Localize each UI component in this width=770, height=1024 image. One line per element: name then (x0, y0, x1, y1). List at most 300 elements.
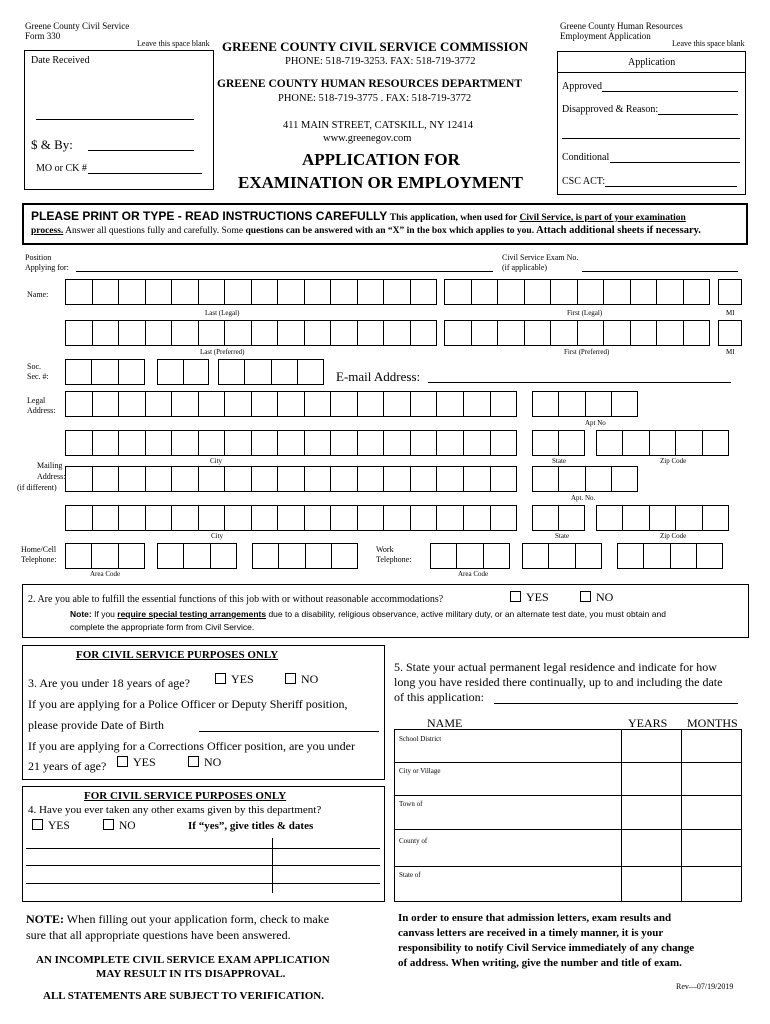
char-cell[interactable] (384, 506, 411, 530)
char-cell[interactable] (472, 280, 499, 304)
char-cell[interactable] (533, 506, 559, 530)
home-line-grid[interactable] (252, 543, 358, 569)
work-phone-label-2: Telephone: (376, 555, 412, 564)
char-cell[interactable] (305, 431, 332, 455)
char-cell[interactable] (703, 506, 729, 530)
q4-line-1: 4. Have you ever taken any other exams given by this department? (28, 804, 322, 816)
char-cell[interactable] (411, 506, 438, 530)
char-cell[interactable] (225, 431, 252, 455)
char-cell[interactable] (491, 431, 518, 455)
mailing-label-3: (if different) (17, 483, 57, 492)
work-phone-label-1: Work (376, 545, 394, 554)
char-cell[interactable] (279, 544, 305, 568)
char-cell[interactable] (93, 431, 120, 455)
char-cell[interactable] (298, 360, 324, 384)
work-area-code-label: Area Code (458, 570, 489, 578)
char-cell[interactable] (252, 321, 279, 345)
date-of-birth-line[interactable] (199, 731, 379, 732)
char-cell[interactable] (252, 431, 279, 455)
ssn-grid-2[interactable] (157, 359, 209, 385)
char-cell[interactable] (650, 431, 676, 455)
char-cell[interactable] (464, 392, 491, 416)
char-cell[interactable] (93, 467, 120, 491)
char-cell[interactable] (66, 431, 93, 455)
q2-text: 2. Are you able to fulfill the essential functions of this job with or without reasonable accommodations? (28, 594, 444, 605)
q2-no-checkbox[interactable] (580, 591, 591, 602)
mi-legal-box[interactable] (718, 279, 742, 305)
footer-note-label: NOTE: (26, 912, 65, 926)
char-cell[interactable] (703, 431, 729, 455)
mo-ck-line[interactable] (88, 173, 202, 174)
char-cell[interactable] (576, 544, 602, 568)
char-cell[interactable] (464, 431, 491, 455)
char-cell[interactable] (146, 431, 173, 455)
char-cell[interactable] (92, 544, 118, 568)
char-cell[interactable] (146, 392, 173, 416)
char-cell[interactable] (92, 360, 118, 384)
char-cell[interactable] (305, 321, 332, 345)
legal-address-label-2: Address: (27, 406, 56, 415)
leave-blank-right: Leave this space blank (672, 39, 745, 48)
q3-line-4: If you are applying for a Corrections Officer position, are you under (28, 739, 356, 753)
char-cell[interactable] (119, 280, 146, 304)
q5-line-1: 5. State your actual permanent legal residence and indicate for how (394, 660, 717, 674)
char-cell[interactable] (305, 506, 332, 530)
fee-by-line[interactable] (88, 150, 194, 151)
legal-zip-grid[interactable] (596, 430, 729, 456)
char-cell[interactable] (253, 544, 279, 568)
char-cell[interactable] (66, 360, 92, 384)
residence-row-line-1 (394, 762, 742, 763)
char-cell[interactable] (305, 280, 332, 304)
char-cell[interactable] (172, 506, 199, 530)
char-cell[interactable] (199, 392, 226, 416)
char-cell[interactable] (331, 506, 358, 530)
q4-answer-line-1[interactable] (26, 848, 380, 849)
char-cell[interactable] (411, 431, 438, 455)
char-cell[interactable] (331, 280, 358, 304)
date-received-line[interactable] (36, 119, 194, 120)
name-label: Name: (27, 290, 49, 299)
char-cell[interactable] (384, 467, 411, 491)
char-cell[interactable] (464, 467, 491, 491)
legal-apt-label: Apt No (585, 419, 606, 427)
char-cell[interactable] (631, 280, 658, 304)
char-cell[interactable] (597, 506, 623, 530)
first-legal-grid[interactable] (444, 279, 710, 305)
char-cell[interactable] (549, 544, 575, 568)
char-cell[interactable] (358, 467, 385, 491)
mi-preferred-label: MI (726, 348, 735, 356)
mailing-apt-label: Apt. No. (571, 494, 596, 502)
char-cell[interactable] (411, 467, 438, 491)
char-cell[interactable] (66, 280, 93, 304)
mailing-city-label: City (211, 532, 224, 540)
char-cell[interactable] (491, 392, 518, 416)
q4-answer-line-3[interactable] (26, 883, 380, 884)
mailing-state-grid[interactable] (532, 505, 585, 531)
char-cell[interactable] (676, 431, 702, 455)
right-box-divider (557, 72, 746, 73)
work-line-grid[interactable] (617, 543, 723, 569)
home-phone-label-2: Telephone: (21, 555, 57, 564)
hr-dept-title: GREENE COUNTY HUMAN RESOURCES DEPARTMENT (217, 78, 523, 90)
char-cell[interactable] (93, 321, 120, 345)
char-cell[interactable] (437, 392, 464, 416)
char-cell[interactable] (252, 392, 279, 416)
q3-line-2: If you are applying for a Police Officer or Deputy Sheriff position, (28, 697, 348, 711)
char-cell[interactable] (278, 467, 305, 491)
char-cell[interactable] (597, 431, 623, 455)
instructions-line-1 (31, 210, 686, 224)
mi-preferred-box[interactable] (718, 320, 742, 346)
q3-no-label: NO (301, 672, 319, 686)
char-cell[interactable] (199, 431, 226, 455)
char-cell[interactable] (172, 392, 199, 416)
char-cell[interactable] (66, 544, 92, 568)
char-cell[interactable] (252, 506, 279, 530)
org-name-left: Greene County Civil Service (25, 21, 130, 31)
char-cell[interactable] (199, 280, 226, 304)
char-cell[interactable] (272, 360, 298, 384)
char-cell[interactable] (252, 467, 279, 491)
mailing-city-grid[interactable] (65, 505, 517, 531)
email-line[interactable] (428, 382, 731, 383)
char-cell[interactable] (525, 321, 552, 345)
char-cell[interactable] (172, 467, 199, 491)
char-cell[interactable] (604, 321, 631, 345)
char-cell[interactable] (498, 321, 525, 345)
char-cell[interactable] (437, 467, 464, 491)
last-preferred-label: Last (Preferred) (200, 348, 245, 356)
char-cell[interactable] (484, 544, 510, 568)
char-cell[interactable] (384, 321, 411, 345)
char-cell[interactable] (618, 544, 644, 568)
position-label-2: Applying for: (25, 263, 69, 272)
char-cell[interactable] (523, 544, 549, 568)
char-cell[interactable] (559, 431, 585, 455)
incomplete-warning-1: AN INCOMPLETE CIVIL SERVICE EXAM APPLICATION (36, 954, 330, 966)
q3-line-1: 3. Are you under 18 years of age? (28, 676, 190, 690)
char-cell[interactable] (278, 431, 305, 455)
ssn-label-1: Soc. (27, 362, 41, 371)
char-cell[interactable] (559, 392, 585, 416)
char-cell[interactable] (697, 544, 723, 568)
char-cell[interactable] (93, 506, 120, 530)
char-cell[interactable] (199, 467, 226, 491)
char-cell[interactable] (199, 506, 226, 530)
q3-no-option[interactable] (285, 673, 318, 685)
char-cell[interactable] (437, 506, 464, 530)
home-area-code-label: Area Code (90, 570, 121, 578)
q4-no-checkbox[interactable] (103, 819, 114, 830)
fee-by-label: $ & By: (31, 137, 73, 152)
residence-row-line-2 (394, 795, 742, 796)
char-cell[interactable] (650, 506, 676, 530)
char-cell[interactable] (199, 321, 226, 345)
char-cell[interactable] (358, 321, 385, 345)
commission-phone: PHONE: 518-719-3253. FAX: 518-719-3772 (285, 56, 476, 67)
char-cell[interactable] (225, 321, 252, 345)
char-cell[interactable] (119, 321, 146, 345)
legal-address-label-1: Legal (27, 396, 46, 405)
char-cell[interactable] (245, 360, 271, 384)
char-cell[interactable] (331, 431, 358, 455)
char-cell[interactable] (172, 321, 199, 345)
char-cell[interactable] (225, 506, 252, 530)
char-cell[interactable] (332, 544, 358, 568)
q4-yes-checkbox[interactable] (32, 819, 43, 830)
char-cell[interactable] (66, 506, 93, 530)
q3-no-checkbox[interactable] (285, 673, 296, 684)
q3-co-yes-option[interactable] (117, 756, 156, 768)
approved-line[interactable] (602, 91, 738, 92)
legal-state-grid[interactable] (532, 430, 585, 456)
char-cell[interactable] (172, 280, 199, 304)
char-cell[interactable] (411, 280, 438, 304)
char-cell[interactable] (305, 467, 332, 491)
char-cell[interactable] (533, 467, 559, 491)
mailing-street-grid[interactable] (65, 466, 517, 492)
char-cell[interactable] (559, 467, 585, 491)
revision-date: Rev—07/19/2019 (676, 982, 734, 991)
char-cell[interactable] (331, 467, 358, 491)
q5-col-name: NAME (427, 716, 463, 730)
char-cell[interactable] (623, 431, 649, 455)
char-cell[interactable] (225, 280, 252, 304)
commission-title: GREENE COUNTY CIVIL SERVICE COMMISSION (222, 39, 529, 54)
q3-line-3: please provide Date of Birth (28, 718, 164, 732)
char-cell[interactable] (612, 392, 638, 416)
employment-application-label: Employment Application (560, 31, 651, 41)
char-cell[interactable] (559, 506, 585, 530)
char-cell[interactable] (586, 467, 612, 491)
char-cell[interactable] (66, 467, 93, 491)
char-cell[interactable] (491, 467, 518, 491)
q3-co-yes-label: YES (133, 755, 156, 769)
conditional-line[interactable] (610, 162, 740, 163)
position-line[interactable] (76, 271, 493, 272)
char-cell[interactable] (119, 431, 146, 455)
char-cell[interactable] (472, 321, 499, 345)
q2-note-label: Note: (70, 609, 92, 619)
char-cell[interactable] (146, 467, 173, 491)
instructions-part6: Attach additional sheets if necessary. (534, 225, 701, 236)
legal-street-grid[interactable] (65, 391, 517, 417)
q3-yes-checkbox[interactable] (215, 673, 226, 684)
q2-note-line-1 (70, 610, 666, 619)
char-cell[interactable] (358, 280, 385, 304)
char-cell[interactable] (146, 321, 173, 345)
char-cell[interactable] (586, 392, 612, 416)
char-cell[interactable] (676, 506, 702, 530)
last-preferred-grid[interactable] (65, 320, 437, 346)
work-prefix-grid[interactable] (522, 543, 602, 569)
char-cell[interactable] (437, 431, 464, 455)
mailing-zip-grid[interactable] (596, 505, 729, 531)
char-cell[interactable] (219, 360, 245, 384)
char-cell[interactable] (331, 321, 358, 345)
char-cell[interactable] (66, 321, 93, 345)
char-cell[interactable] (533, 431, 559, 455)
q4-no-option[interactable] (103, 819, 136, 833)
char-cell[interactable] (384, 392, 411, 416)
residence-county: County of (399, 837, 428, 845)
q5-residence-line[interactable] (494, 703, 738, 704)
q3-co-no-checkbox[interactable] (188, 756, 199, 767)
char-cell[interactable] (657, 280, 684, 304)
char-cell[interactable] (498, 280, 525, 304)
disapproved-line-2[interactable] (562, 138, 740, 139)
mailing-apt-grid[interactable] (532, 466, 638, 492)
char-cell[interactable] (551, 321, 578, 345)
residence-state: State of (399, 871, 421, 879)
char-cell[interactable] (578, 321, 605, 345)
last-legal-grid[interactable] (65, 279, 437, 305)
char-cell[interactable] (431, 544, 457, 568)
footer-note-line-2: sure that all appropriate questions have been answered. (26, 928, 291, 942)
q2-note-line-2: complete the appropriate form from Civil Service. (70, 622, 255, 632)
char-cell[interactable] (119, 360, 145, 384)
char-cell[interactable] (578, 280, 605, 304)
char-cell[interactable] (172, 431, 199, 455)
exam-no-line[interactable] (582, 271, 738, 272)
home-phone-label-1: Home/Cell (21, 545, 57, 554)
char-cell[interactable] (119, 544, 145, 568)
char-cell[interactable] (384, 280, 411, 304)
title-line-2: EXAMINATION OR EMPLOYMENT (238, 173, 523, 192)
char-cell[interactable] (358, 392, 385, 416)
instructions-part1: This application, when used for (389, 213, 520, 223)
char-cell[interactable] (66, 392, 93, 416)
char-cell[interactable] (445, 321, 472, 345)
q4-divider (272, 838, 273, 893)
first-preferred-label: First (Preferred) (564, 348, 610, 356)
home-prefix-grid[interactable] (157, 543, 237, 569)
instructions-heading: PLEASE PRINT OR TYPE - READ INSTRUCTIONS CAREFULLY (31, 209, 388, 223)
q3-yes-option[interactable] (215, 673, 254, 685)
q3-co-yes-checkbox[interactable] (117, 756, 128, 767)
char-cell[interactable] (211, 544, 237, 568)
website: www.greenegov.com (323, 133, 412, 144)
date-received-label: Date Received (31, 55, 90, 66)
ssn-label-2: Sec. #: (27, 372, 49, 381)
mi-legal-label: MI (726, 309, 735, 317)
char-cell[interactable] (657, 321, 684, 345)
char-cell[interactable] (184, 360, 210, 384)
char-cell[interactable] (684, 321, 711, 345)
char-cell[interactable] (158, 360, 184, 384)
csc-act-label: CSC ACT: (562, 176, 606, 187)
char-cell[interactable] (306, 544, 332, 568)
char-cell[interactable] (358, 431, 385, 455)
char-cell[interactable] (612, 467, 638, 491)
char-cell[interactable] (93, 280, 120, 304)
char-cell[interactable] (445, 280, 472, 304)
disapproved-line[interactable] (658, 114, 738, 115)
char-cell[interactable] (225, 467, 252, 491)
char-cell[interactable] (278, 321, 305, 345)
char-cell[interactable] (158, 544, 184, 568)
work-area-grid[interactable] (430, 543, 510, 569)
position-label-1: Position (25, 253, 52, 262)
instructions-part4: Answer all questions fully and carefully. Some (63, 226, 246, 236)
legal-apt-grid[interactable] (532, 391, 638, 417)
incomplete-warning-2: MAY RESULT IN ITS DISAPPROVAL. (96, 968, 286, 980)
mailing-label-2: Address: (37, 472, 66, 481)
char-cell[interactable] (305, 392, 332, 416)
q3-co-no-option[interactable] (188, 756, 221, 768)
q4-no-label: NO (119, 820, 136, 832)
char-cell[interactable] (278, 392, 305, 416)
char-cell[interactable] (457, 544, 483, 568)
q2-no-label: NO (596, 590, 614, 604)
char-cell[interactable] (684, 280, 711, 304)
last-legal-label: Last (Legal) (205, 309, 240, 317)
char-cell[interactable] (491, 506, 518, 530)
ssn-grid-3[interactable] (218, 359, 324, 385)
q2-yes-label: YES (526, 590, 549, 604)
mo-ck-label: MO or CK # (36, 163, 87, 174)
char-cell[interactable] (331, 392, 358, 416)
char-cell[interactable] (384, 431, 411, 455)
char-cell[interactable] (146, 506, 173, 530)
char-cell[interactable] (604, 280, 631, 304)
char-cell[interactable] (551, 280, 578, 304)
residence-town: Town of (399, 800, 423, 808)
right-notice-4: of address. When writing, give the number and title of exam. (398, 957, 682, 969)
char-cell[interactable] (184, 544, 210, 568)
form-number: Form 330 (25, 31, 61, 41)
char-cell[interactable] (93, 392, 120, 416)
right-notice-3: responsibility to notify Civil Service immediately of any change (398, 942, 695, 954)
q2-yes-checkbox[interactable] (510, 591, 521, 602)
char-cell[interactable] (411, 392, 438, 416)
char-cell[interactable] (525, 280, 552, 304)
char-cell[interactable] (278, 506, 305, 530)
char-cell[interactable] (533, 392, 559, 416)
char-cell[interactable] (671, 544, 697, 568)
char-cell[interactable] (146, 280, 173, 304)
ssn-grid-1[interactable] (65, 359, 145, 385)
first-preferred-grid[interactable] (444, 320, 710, 346)
char-cell[interactable] (225, 392, 252, 416)
mailing-zip-label: Zip Code (660, 532, 687, 540)
mailing-state-label: State (555, 532, 569, 540)
char-cell[interactable] (119, 506, 146, 530)
home-area-grid[interactable] (65, 543, 145, 569)
char-cell[interactable] (644, 544, 670, 568)
q4-answer-line-2[interactable] (26, 865, 380, 866)
instructions-part3: process. (31, 226, 64, 236)
csc-act-line[interactable] (605, 186, 737, 187)
instructions-part2: Civil Service, is part of your examination (519, 213, 686, 223)
char-cell[interactable] (278, 280, 305, 304)
char-cell[interactable] (464, 506, 491, 530)
q2-no-option[interactable] (580, 591, 613, 603)
char-cell[interactable] (631, 321, 658, 345)
char-cell[interactable] (119, 392, 146, 416)
char-cell[interactable] (252, 280, 279, 304)
residence-table (394, 729, 742, 902)
char-cell[interactable] (358, 506, 385, 530)
char-cell[interactable] (119, 467, 146, 491)
char-cell[interactable] (623, 506, 649, 530)
q4-yes-option[interactable] (32, 819, 70, 833)
legal-city-grid[interactable] (65, 430, 517, 456)
q2-yes-option[interactable] (510, 591, 549, 603)
char-cell[interactable] (411, 321, 438, 345)
